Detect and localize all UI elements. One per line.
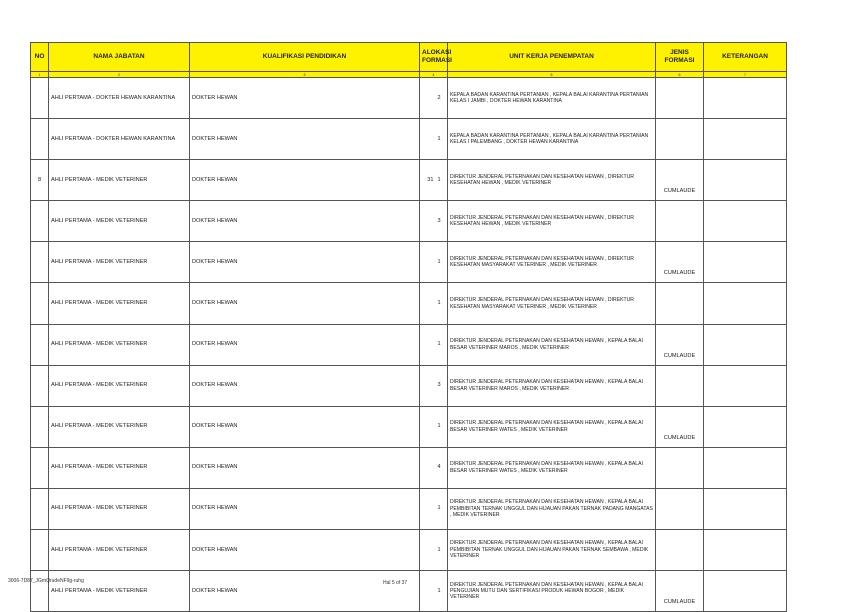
row-alokasi: 1 (437, 300, 441, 307)
row-jabatan: AHLI PERTAMA - MEDIK VETERINER (49, 283, 190, 324)
row-alokasi: 2 (437, 94, 441, 101)
row-total-formasi (420, 78, 448, 119)
row-jenis-formasi (656, 488, 704, 529)
row-unit-kerja: KEPALA BADAN KARANTINA PERTANIAN , KEPALA BALAI KARANTINA PERTANIAN KELAS I PALEMBANG , DOKTER HEWAN KARANTINA (448, 119, 656, 160)
row-jabatan: AHLI PERTAMA - DOKTER HEWAN KARANTINA (49, 119, 190, 160)
row-unit-kerja: DIREKTUR JENDERAL PETERNAKAN DAN KESEHATAN HEWAN , DIREKTUR KESEHATAN MASYARAKAT VETERINER , MEDIK VETERINER (448, 283, 656, 324)
row-unit-kerja: KEPALA BADAN KARANTINA PERTANIAN , KEPALA BALAI KARANTINA PERTANIAN KELAS I JAMBI , DOKTER HEWAN KARANTINA (448, 78, 656, 119)
row-keterangan (704, 447, 787, 488)
row-no (31, 242, 49, 283)
row-no (31, 78, 49, 119)
table-row (31, 571, 787, 612)
row-jenis-formasi: CUMLAUDE (656, 324, 704, 365)
row-jenis-formasi: CUMLAUDE (656, 406, 704, 447)
row-jenis-formasi (656, 283, 704, 324)
row-kualifikasi: DOKTER HEWAN (190, 283, 420, 324)
row-jabatan: AHLI PERTAMA - MEDIK VETERINER (49, 488, 190, 529)
row-jabatan: AHLI PERTAMA - MEDIK VETERINER (49, 242, 190, 283)
document-page (30, 42, 786, 612)
table-row (31, 406, 787, 447)
row-jabatan: AHLI PERTAMA - MEDIK VETERINER (49, 406, 190, 447)
table-body (31, 78, 787, 612)
table-row (31, 530, 787, 571)
row-alokasi: 3 (437, 217, 441, 224)
row-jenis-formasi: CUMLAUDE (656, 242, 704, 283)
row-total-formasi (420, 160, 448, 201)
row-unit-kerja: DIREKTUR JENDERAL PETERNAKAN DAN KESEHATAN HEWAN , KEPALA BALAI PEMBIBITAN TERNAK UNGGUL DAN HIJAUAN PAKAN TERNAK PADANG MANGATAS , MEDIK VETERINER (448, 488, 656, 529)
row-kualifikasi: DOKTER HEWAN (190, 365, 420, 406)
row-no (31, 201, 49, 242)
column-index: 2 (49, 72, 190, 78)
table-row (31, 365, 787, 406)
header-kualifikasi: KUALIFIKASI PENDIDIKAN (190, 43, 420, 72)
column-index: 5 (448, 72, 656, 78)
table-row (31, 324, 787, 365)
column-index: 7 (704, 72, 787, 78)
column-index: 1 (31, 72, 49, 78)
row-alokasi: 4 (437, 464, 441, 471)
row-total-formasi (420, 447, 448, 488)
table-row (31, 160, 787, 201)
row-jabatan: AHLI PERTAMA - MEDIK VETERINER (49, 365, 190, 406)
row-kualifikasi: DOKTER HEWAN (190, 530, 420, 571)
row-no (31, 530, 49, 571)
row-no (31, 365, 49, 406)
row-total-formasi (420, 242, 448, 283)
row-no (31, 283, 49, 324)
row-no (31, 119, 49, 160)
row-no (31, 488, 49, 529)
row-keterangan (704, 201, 787, 242)
row-kualifikasi: DOKTER HEWAN (190, 324, 420, 365)
row-unit-kerja: DIREKTUR JENDERAL PETERNAKAN DAN KESEHATAN HEWAN , KEPALA BALAI PEMBIBITAN TERNAK UNGGUL DAN HIJAUAN PAKAN TERNAK SEMBAWA , MEDIK VETERINER (448, 530, 656, 571)
row-total-formasi (420, 406, 448, 447)
column-index: 6 (656, 72, 704, 78)
row-kualifikasi: DOKTER HEWAN (190, 488, 420, 529)
row-total: 31 (427, 176, 434, 183)
row-total-formasi (420, 119, 448, 160)
row-keterangan (704, 571, 787, 612)
row-kualifikasi: DOKTER HEWAN (190, 160, 420, 201)
row-alokasi: 1 (437, 258, 441, 265)
row-kualifikasi: DOKTER HEWAN (190, 447, 420, 488)
row-total-formasi (420, 283, 448, 324)
document-code: 3006-7D87_JGmQrudeNF9g-ruhg (8, 578, 84, 584)
row-jabatan: AHLI PERTAMA - MEDIK VETERINER (49, 530, 190, 571)
row-keterangan (704, 283, 787, 324)
row-keterangan (704, 530, 787, 571)
row-jenis-formasi: CUMLAUDE (656, 571, 704, 612)
row-alokasi: 1 (437, 505, 441, 512)
row-jenis-formasi (656, 201, 704, 242)
row-unit-kerja: DIREKTUR JENDERAL PETERNAKAN DAN KESEHATAN HEWAN , KEPALA BALAI PENGUJIAN MUTU DAN SERTIFIKASI PRODUK HEWAN BOGOR , MEDIK VETERINER (448, 571, 656, 612)
header-alokasi: ALOKASI FORMASI (420, 43, 448, 72)
row-alokasi: 1 (437, 546, 441, 553)
table-header (31, 43, 787, 78)
row-kualifikasi: DOKTER HEWAN (190, 571, 420, 612)
row-keterangan (704, 78, 787, 119)
table-row (31, 447, 787, 488)
row-keterangan (704, 365, 787, 406)
row-keterangan (704, 406, 787, 447)
row-total-formasi (420, 365, 448, 406)
row-jabatan: AHLI PERTAMA - DOKTER HEWAN KARANTINA (49, 78, 190, 119)
row-keterangan (704, 160, 787, 201)
row-keterangan (704, 242, 787, 283)
row-jenis-formasi: CUMLAUDE (656, 160, 704, 201)
row-jenis-formasi (656, 78, 704, 119)
table-row (31, 242, 787, 283)
row-alokasi: 1 (437, 135, 441, 142)
row-jenis-formasi (656, 365, 704, 406)
row-unit-kerja: DIREKTUR JENDERAL PETERNAKAN DAN KESEHATAN HEWAN , KEPALA BALAI BESAR VETERINER WATES , MEDIK VETERINER (448, 406, 656, 447)
row-keterangan (704, 488, 787, 529)
table-row (31, 201, 787, 242)
row-jabatan: AHLI PERTAMA - MEDIK VETERINER (49, 160, 190, 201)
row-alokasi: 1 (437, 587, 441, 594)
column-index: 3 (190, 72, 420, 78)
row-no (31, 324, 49, 365)
row-keterangan (704, 324, 787, 365)
row-alokasi: 1 (437, 341, 441, 348)
row-unit-kerja: DIREKTUR JENDERAL PETERNAKAN DAN KESEHATAN HEWAN , DIREKTUR KESEHATAN HEWAN , MEDIK VETERINER (448, 201, 656, 242)
row-kualifikasi: DOKTER HEWAN (190, 201, 420, 242)
header-nama-jabatan: NAMA JABATAN (49, 43, 190, 72)
table-row (31, 488, 787, 529)
row-unit-kerja: DIREKTUR JENDERAL PETERNAKAN DAN KESEHATAN HEWAN , KEPALA BALAI BESAR VETERINER MAROS , MEDIK VETERINER (448, 324, 656, 365)
row-unit-kerja: DIREKTUR JENDERAL PETERNAKAN DAN KESEHATAN HEWAN , DIREKTUR KESEHATAN HEWAN , MEDIK VETERINER (448, 160, 656, 201)
row-total-formasi (420, 571, 448, 612)
row-total-formasi (420, 488, 448, 529)
row-no (31, 447, 49, 488)
row-unit-kerja: DIREKTUR JENDERAL PETERNAKAN DAN KESEHATAN HEWAN , KEPALA BALAI BESAR VETERINER WATES , MEDIK VETERINER (448, 447, 656, 488)
header-unit-kerja: UNIT KERJA PENEMPATAN (448, 43, 656, 72)
page-number: Hal 5 of 37 (383, 580, 408, 586)
row-jabatan: AHLI PERTAMA - MEDIK VETERINER (49, 201, 190, 242)
row-jenis-formasi (656, 119, 704, 160)
row-kualifikasi: DOKTER HEWAN (190, 78, 420, 119)
table-row (31, 283, 787, 324)
row-kualifikasi: DOKTER HEWAN (190, 406, 420, 447)
row-no: 8 (31, 160, 49, 201)
table-row (31, 119, 787, 160)
row-total-formasi (420, 324, 448, 365)
row-jabatan: AHLI PERTAMA - MEDIK VETERINER (49, 571, 190, 612)
header-no: NO (31, 43, 49, 72)
header-keterangan: KETERANGAN (704, 43, 787, 72)
row-jabatan: AHLI PERTAMA - MEDIK VETERINER (49, 324, 190, 365)
header-jenis: JENIS FORMASI (656, 43, 704, 72)
row-jenis-formasi (656, 530, 704, 571)
column-index: 4 (420, 72, 448, 78)
row-unit-kerja: DIREKTUR JENDERAL PETERNAKAN DAN KESEHATAN HEWAN , KEPALA BALAI BESAR VETERINER MAROS , MEDIK VETERINER (448, 365, 656, 406)
row-kualifikasi: DOKTER HEWAN (190, 242, 420, 283)
row-no (31, 571, 49, 612)
row-alokasi: 3 (437, 382, 441, 389)
row-kualifikasi: DOKTER HEWAN (190, 119, 420, 160)
table-row (31, 78, 787, 119)
row-jabatan: AHLI PERTAMA - MEDIK VETERINER (49, 447, 190, 488)
row-total-formasi (420, 530, 448, 571)
row-alokasi: 1 (437, 176, 441, 183)
row-keterangan (704, 119, 787, 160)
row-jenis-formasi (656, 447, 704, 488)
formasi-table (30, 42, 787, 612)
row-alokasi: 1 (437, 423, 441, 430)
row-unit-kerja: DIREKTUR JENDERAL PETERNAKAN DAN KESEHATAN HEWAN , DIREKTUR KESEHATAN MASYARAKAT VETERINER , MEDIK VETERINER (448, 242, 656, 283)
row-total-formasi (420, 201, 448, 242)
row-no (31, 406, 49, 447)
